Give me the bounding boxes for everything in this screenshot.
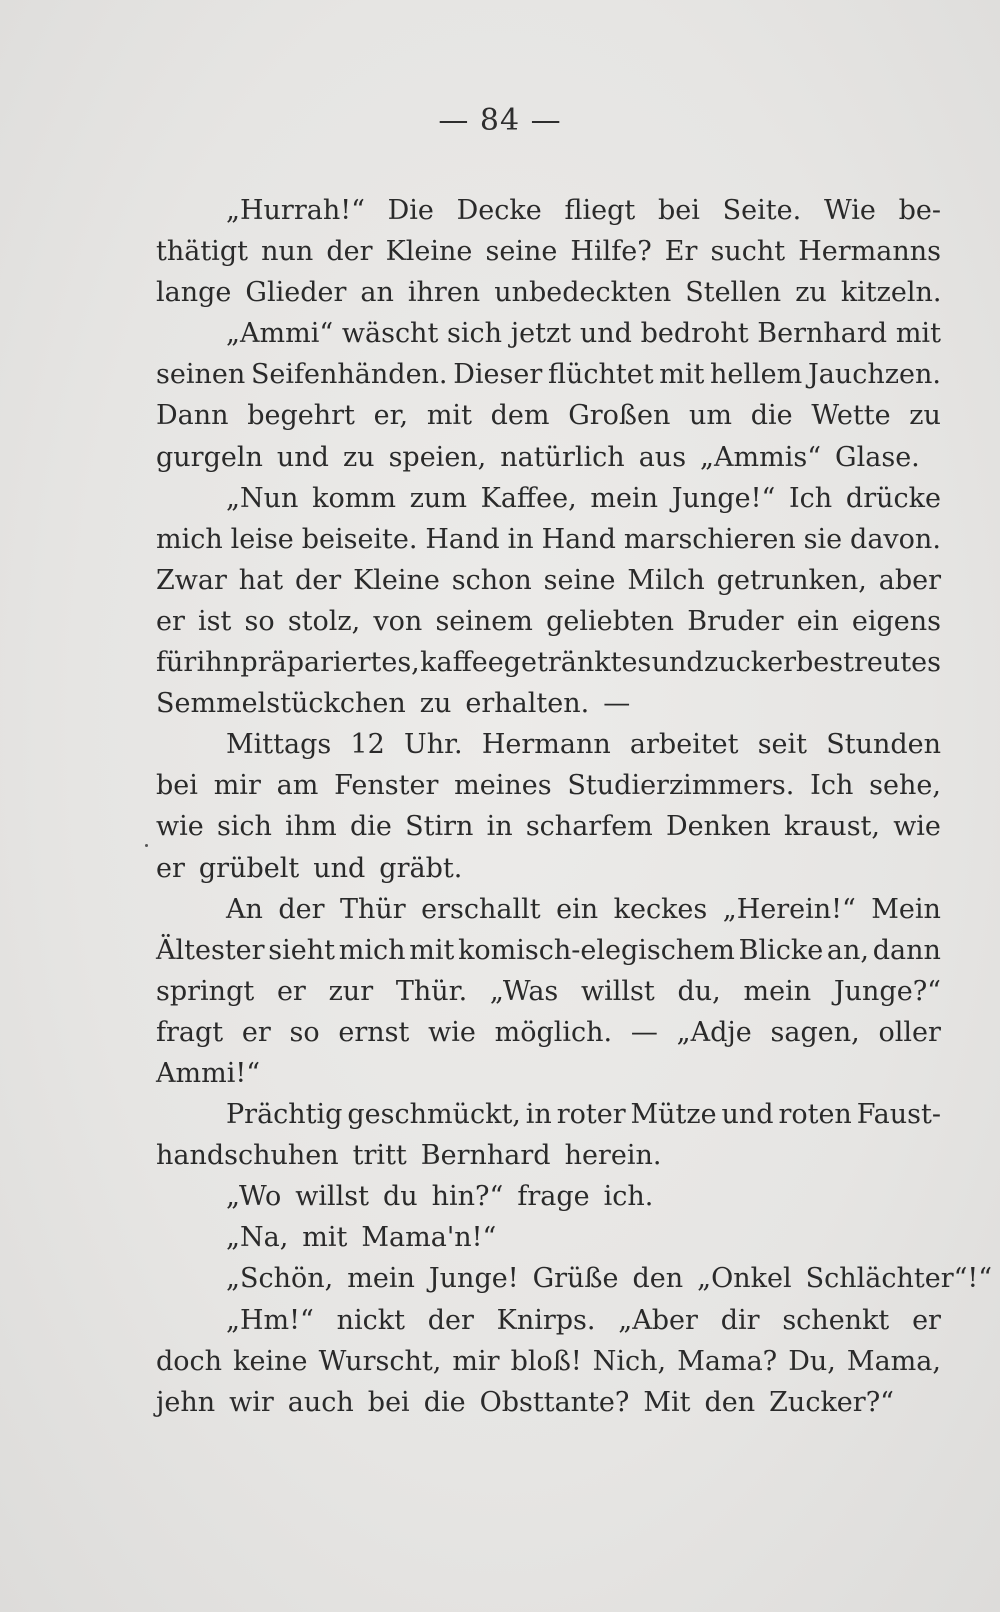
word: der — [295, 564, 342, 596]
word: möglich. — [494, 1016, 613, 1048]
word: Prächtig — [226, 1099, 343, 1131]
word: Bernhard — [420, 1140, 551, 1172]
word: aber — [878, 564, 941, 596]
word: Stunden — [826, 729, 941, 761]
word: zu — [795, 277, 827, 309]
word: Junge?“ — [833, 975, 941, 1007]
word: Hilfe? — [570, 236, 652, 268]
word: — — [630, 1016, 658, 1048]
word: stolz, — [287, 605, 361, 637]
text-line — [156, 519, 941, 560]
word: er, — [373, 400, 409, 432]
word: herein. — [564, 1140, 662, 1172]
word: ein — [556, 893, 599, 925]
word: Glieder — [245, 277, 347, 309]
text-line — [156, 683, 941, 724]
word: hin?“ — [431, 1181, 504, 1213]
word: Seite. — [722, 195, 802, 226]
word: Junge! — [428, 1263, 519, 1295]
word: handschuhen — [156, 1140, 339, 1172]
word: mein — [743, 975, 812, 1007]
word: „Herein!“ — [722, 893, 856, 925]
word: und — [313, 852, 366, 884]
text-line — [156, 1053, 941, 1094]
word: mit — [302, 1222, 348, 1254]
text-line — [156, 1176, 941, 1217]
word: komm — [312, 482, 396, 514]
word: ihm — [285, 811, 337, 843]
word: zu — [419, 688, 452, 720]
word: bei — [658, 195, 700, 226]
text-line — [156, 1341, 941, 1382]
text-line — [156, 190, 941, 231]
word: hellem — [710, 359, 803, 391]
word: Mama? — [677, 1345, 778, 1377]
word: kraust, — [783, 811, 880, 843]
paper-speck — [145, 844, 148, 847]
word: Uhr. — [403, 729, 463, 761]
word: geliebten — [546, 605, 675, 637]
word: „Hm!“ — [226, 1304, 314, 1336]
word: grübelt — [198, 852, 300, 884]
word: Kleine — [353, 564, 440, 596]
word: Mama'n!“ — [361, 1222, 497, 1254]
word: in — [525, 1099, 552, 1131]
word: erschallt — [421, 893, 541, 925]
word: Kaffee, — [480, 482, 577, 514]
word: sich — [216, 811, 272, 843]
word: mit — [426, 400, 472, 432]
word: den — [704, 1386, 756, 1418]
word: Seifenhänden. — [250, 359, 448, 391]
word: Ich — [789, 482, 833, 514]
word: tritt — [352, 1140, 407, 1172]
word: er — [912, 1304, 941, 1336]
word: flüchtet — [547, 359, 654, 391]
word: so — [289, 1016, 320, 1048]
word: keine — [233, 1345, 308, 1377]
word: „Wo — [226, 1181, 282, 1213]
word: jehn — [156, 1386, 216, 1418]
word: zu — [909, 400, 941, 432]
text-line — [156, 1382, 941, 1423]
word: dem — [490, 400, 550, 432]
word: bloß! — [510, 1345, 582, 1377]
word: die — [350, 811, 392, 843]
word: und — [721, 1099, 774, 1131]
text-line — [156, 231, 941, 272]
word: so — [244, 605, 275, 637]
word: zuckerbestreutes — [704, 647, 941, 679]
word: be- — [898, 195, 941, 226]
word: am — [276, 770, 319, 802]
word: Mein — [871, 893, 941, 925]
text-line — [156, 395, 941, 436]
text-line — [156, 642, 941, 683]
word: Wurscht, — [318, 1345, 442, 1377]
word: Schlächter“!“ — [805, 1263, 993, 1295]
text-line — [156, 354, 941, 395]
text-line — [156, 930, 941, 971]
text-line — [156, 560, 941, 601]
word: sucht — [710, 236, 786, 268]
word: Stirn — [405, 811, 474, 843]
word: „Onkel — [697, 1263, 792, 1295]
word: Zwar — [156, 564, 227, 596]
word: hat — [238, 564, 284, 596]
word: „Ammis“ — [700, 441, 822, 473]
word: wie — [156, 811, 204, 843]
text-line — [156, 1217, 941, 1258]
word: oller — [878, 1016, 941, 1048]
word: ernst — [338, 1016, 410, 1048]
word: an — [360, 277, 394, 309]
word: Ich — [810, 770, 854, 802]
word: seinen — [156, 359, 246, 391]
text-line — [156, 1258, 993, 1299]
word: dann — [872, 934, 941, 966]
word: mit — [409, 934, 455, 966]
word: mein — [347, 1263, 415, 1295]
word: in — [486, 811, 513, 843]
word: meines — [454, 770, 552, 802]
text-line — [156, 848, 941, 889]
word: begehrt — [247, 400, 355, 432]
word: ist — [198, 605, 232, 637]
word: und — [276, 441, 329, 473]
word: davon. — [850, 523, 941, 555]
word: doch — [156, 1345, 223, 1377]
word: wäscht — [341, 318, 439, 350]
text-line — [156, 272, 941, 313]
word: mich — [156, 523, 223, 555]
text-line — [156, 601, 941, 642]
text-line — [156, 889, 941, 930]
word: ein — [796, 605, 839, 637]
word: willst — [295, 1181, 369, 1213]
word: Mama, — [846, 1345, 941, 1377]
word: ihren — [407, 277, 481, 309]
word: wie — [893, 811, 941, 843]
word: komisch-elegischem — [458, 934, 735, 966]
word: Ältester — [156, 934, 265, 966]
word: Bruder — [687, 605, 784, 637]
word: geschmückt, — [347, 1099, 521, 1131]
word: jetzt — [510, 318, 572, 350]
word: von — [373, 605, 423, 637]
word: arbeitet — [629, 729, 739, 761]
word: Denken — [665, 811, 771, 843]
word: seinem — [435, 605, 533, 637]
word: wir — [229, 1386, 274, 1418]
word: Hand — [425, 523, 500, 555]
word: nickt — [336, 1304, 405, 1336]
word: zur — [328, 975, 374, 1007]
word: — — [603, 688, 631, 720]
word: kaffeegetränktes — [420, 647, 652, 679]
word: thätigt — [156, 236, 248, 268]
word: Fenster — [334, 770, 439, 802]
word: er — [156, 605, 185, 637]
word: zum — [409, 482, 467, 514]
word: unbedeckten — [494, 277, 672, 309]
text-line — [156, 724, 941, 765]
word: Du, — [788, 1345, 836, 1377]
text-line — [156, 765, 941, 806]
word: sich — [447, 318, 503, 350]
word: 12 — [350, 729, 385, 761]
word: Thür — [340, 893, 406, 925]
word: sie — [803, 523, 843, 555]
word: Grüße — [532, 1263, 619, 1295]
word: lange — [156, 277, 232, 309]
word: fliegt — [564, 195, 636, 226]
word: Jauchzen. — [807, 359, 941, 391]
word: Dann — [156, 400, 229, 432]
word: der — [427, 1304, 474, 1336]
word: ihn — [196, 647, 241, 679]
word: mit — [659, 359, 705, 391]
word: Hand — [541, 523, 616, 555]
word: marschieren — [623, 523, 796, 555]
word: du, — [677, 975, 721, 1007]
word: Dieser — [453, 359, 543, 391]
word: schenkt — [782, 1304, 890, 1336]
word: du — [382, 1181, 418, 1213]
word: „Na, — [226, 1222, 289, 1254]
word: sehe, — [869, 770, 941, 802]
word: in — [507, 523, 534, 555]
text-line — [156, 313, 941, 354]
word: Junge!“ — [671, 482, 776, 514]
text-line — [156, 806, 941, 847]
word: wie — [428, 1016, 476, 1048]
word: sagen, — [770, 1016, 860, 1048]
word: bedroht — [640, 318, 749, 350]
word: und — [651, 647, 704, 679]
word: auch — [287, 1386, 354, 1418]
word: erhalten. — [465, 688, 590, 720]
word: Decke — [456, 195, 542, 226]
word: Glase. — [835, 441, 920, 473]
word: „Hurrah!“ — [226, 195, 365, 226]
word: Ammi!“ — [156, 1057, 260, 1089]
word: Zucker?“ — [769, 1386, 894, 1418]
word: Die — [387, 195, 434, 226]
text-line — [156, 1094, 941, 1135]
word: „Aber — [618, 1304, 698, 1336]
word: aus — [638, 441, 687, 473]
word: kitzeln. — [840, 277, 942, 309]
word: Blicke — [738, 934, 824, 966]
word: An — [226, 893, 263, 925]
word: fragt — [156, 1016, 224, 1048]
word: Hermann — [481, 729, 611, 761]
word: Mit — [643, 1386, 691, 1418]
word: seine — [485, 236, 558, 268]
word: um — [689, 400, 733, 432]
word: nun — [261, 236, 314, 268]
word: präpariertes, — [240, 647, 420, 679]
word: „Was — [489, 975, 559, 1007]
word: die — [750, 400, 793, 432]
word: Mittags — [226, 729, 332, 761]
word: zu — [342, 441, 375, 473]
word: Kleine — [385, 236, 473, 268]
word: drücke — [845, 482, 941, 514]
word: scharfem — [525, 811, 653, 843]
word: er — [241, 1016, 271, 1048]
word: bei — [367, 1386, 410, 1418]
word: willst — [581, 975, 655, 1007]
word: Hermanns — [798, 236, 941, 268]
word: „Nun — [226, 482, 299, 514]
word: beiseite. — [301, 523, 418, 555]
word: Faust- — [856, 1099, 941, 1131]
word: natürlich — [500, 441, 625, 473]
word: Nich, — [592, 1345, 667, 1377]
page-number: — 84 — — [438, 103, 562, 138]
word: bei — [156, 770, 198, 802]
word: gurgeln — [156, 441, 263, 473]
word: Stellen — [685, 277, 782, 309]
word: schon — [451, 564, 532, 596]
text-line — [156, 1012, 941, 1053]
word: getrunken, — [716, 564, 867, 596]
word: Studierzimmers. — [567, 770, 795, 802]
body-text — [156, 190, 993, 1423]
word: eigens — [851, 605, 941, 637]
word: der — [326, 236, 373, 268]
word: leise — [230, 523, 294, 555]
word: Thür. — [395, 975, 468, 1007]
word: Wie — [823, 195, 876, 226]
text-line — [156, 478, 941, 519]
word: gräbt. — [379, 852, 463, 884]
word: ich. — [603, 1181, 654, 1213]
word: „Schön, — [226, 1263, 334, 1295]
text-line — [156, 1300, 941, 1341]
word: und — [579, 318, 632, 350]
word: der — [278, 893, 325, 925]
text-line — [156, 437, 941, 478]
word: seit — [757, 729, 808, 761]
text-line — [156, 971, 941, 1012]
word: keckes — [613, 893, 708, 925]
text-line — [156, 1135, 941, 1176]
word: Knirps. — [496, 1304, 596, 1336]
word: mich — [338, 934, 406, 966]
word: Wette — [811, 400, 891, 432]
word: mir — [452, 1345, 500, 1377]
word: Großen — [568, 400, 671, 432]
word: an, — [826, 934, 869, 966]
word: „Adje — [676, 1016, 752, 1048]
word: mir — [213, 770, 261, 802]
word: den — [632, 1263, 684, 1295]
word: roten — [778, 1099, 852, 1131]
word: speien, — [388, 441, 487, 473]
word: roter — [556, 1099, 626, 1131]
word: frage — [517, 1181, 590, 1213]
word: Milch — [627, 564, 705, 596]
word: Semmelstückchen — [156, 688, 406, 720]
word: er — [276, 975, 306, 1007]
word: dir — [720, 1304, 760, 1336]
word: Er — [664, 236, 698, 268]
word: sieht — [268, 934, 336, 966]
word: seine — [543, 564, 616, 596]
word: springt — [156, 975, 255, 1007]
word: die — [423, 1386, 466, 1418]
word: mit — [895, 318, 941, 350]
word: Mütze — [630, 1099, 717, 1131]
word: mein — [590, 482, 658, 514]
word: Bernhard — [757, 318, 888, 350]
word: er — [156, 852, 185, 884]
word: Obsttante? — [479, 1386, 630, 1418]
word: „Ammi“ — [226, 318, 334, 350]
word: für — [156, 647, 197, 679]
